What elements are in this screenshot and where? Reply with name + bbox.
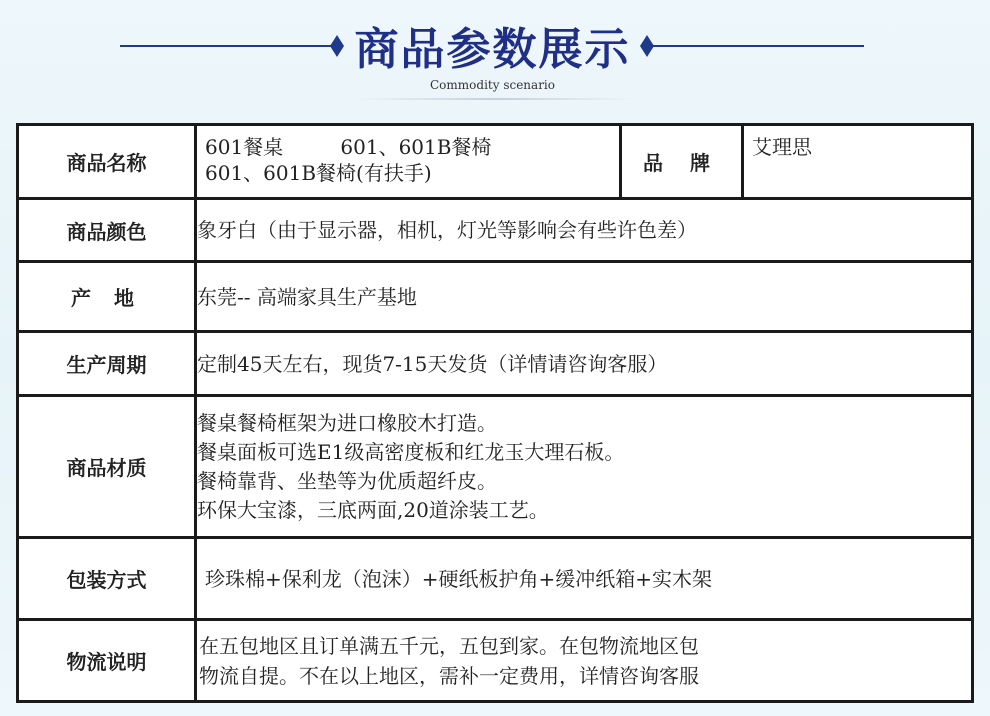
title-rule-left [120,45,335,47]
row-label-logistics: 物流说明 [18,620,196,702]
row-label-period: 生产周期 [18,332,196,396]
row-value-color: 象牙白（由于显示器，相机，灯光等影响会有些许色差） [196,199,973,262]
logistics-line: 在五包地区且订单满五千元，五包到家。在包物流地区包 [199,633,699,658]
page-subtitle: Commodity scenario [430,78,555,92]
logistics-line: 物流自提。不在以上地区，需补一定费用，详情咨询客服 [199,663,699,688]
table-row [18,332,973,396]
brand-label-text: 品 牌 [643,151,720,175]
table-row [18,620,973,702]
product-name-line-2: 601、601B餐椅(有扶手) [205,161,432,185]
product-name-line-1: 601餐桌 601、601B餐椅 [205,135,492,159]
row-label-origin [18,262,196,332]
row-value-packing: 珍珠棉+保利龙（泡沫）+硬纸板护角+缓冲纸箱+实木架 [196,538,973,620]
row-value-material [196,396,973,538]
origin-label-text: 产 地 [71,286,142,310]
row-label-brand [621,125,743,199]
table-row [18,538,973,620]
section-header [0,0,990,120]
row-value-brand: 艾理思 [743,125,973,199]
row-label-material: 商品材质 [18,396,196,538]
page-title: 商品参数展示 [354,24,631,75]
row-value-period: 定制45天左右，现货7-15天发货（详情请咨询客服） [196,332,973,396]
row-value-logistics [196,620,973,702]
row-label-packing: 包装方式 [18,538,196,620]
material-line: 环保大宝漆，三底两面,20道涂装工艺。 [197,497,549,522]
material-line: 餐桌餐椅框架为进口橡胶木打造。 [197,410,497,435]
title-rule-right [648,45,864,47]
subtitle-underline [355,98,635,100]
row-label-color: 商品颜色 [18,199,196,262]
table-row [18,396,973,538]
row-value-origin: 东莞-- 高端家具生产基地 [196,262,973,332]
table-row [18,262,973,332]
row-label-name: 商品名称 [18,125,196,199]
product-spec-table [16,123,974,703]
material-line: 餐椅靠背、坐垫等为优质超纤皮。 [197,468,497,493]
diamond-ornament-icon [330,35,344,57]
row-value-name [196,125,621,199]
table-row [18,199,973,262]
material-line: 餐桌面板可选E1级高密度板和红龙玉大理石板。 [197,439,625,464]
table-row [18,125,973,199]
